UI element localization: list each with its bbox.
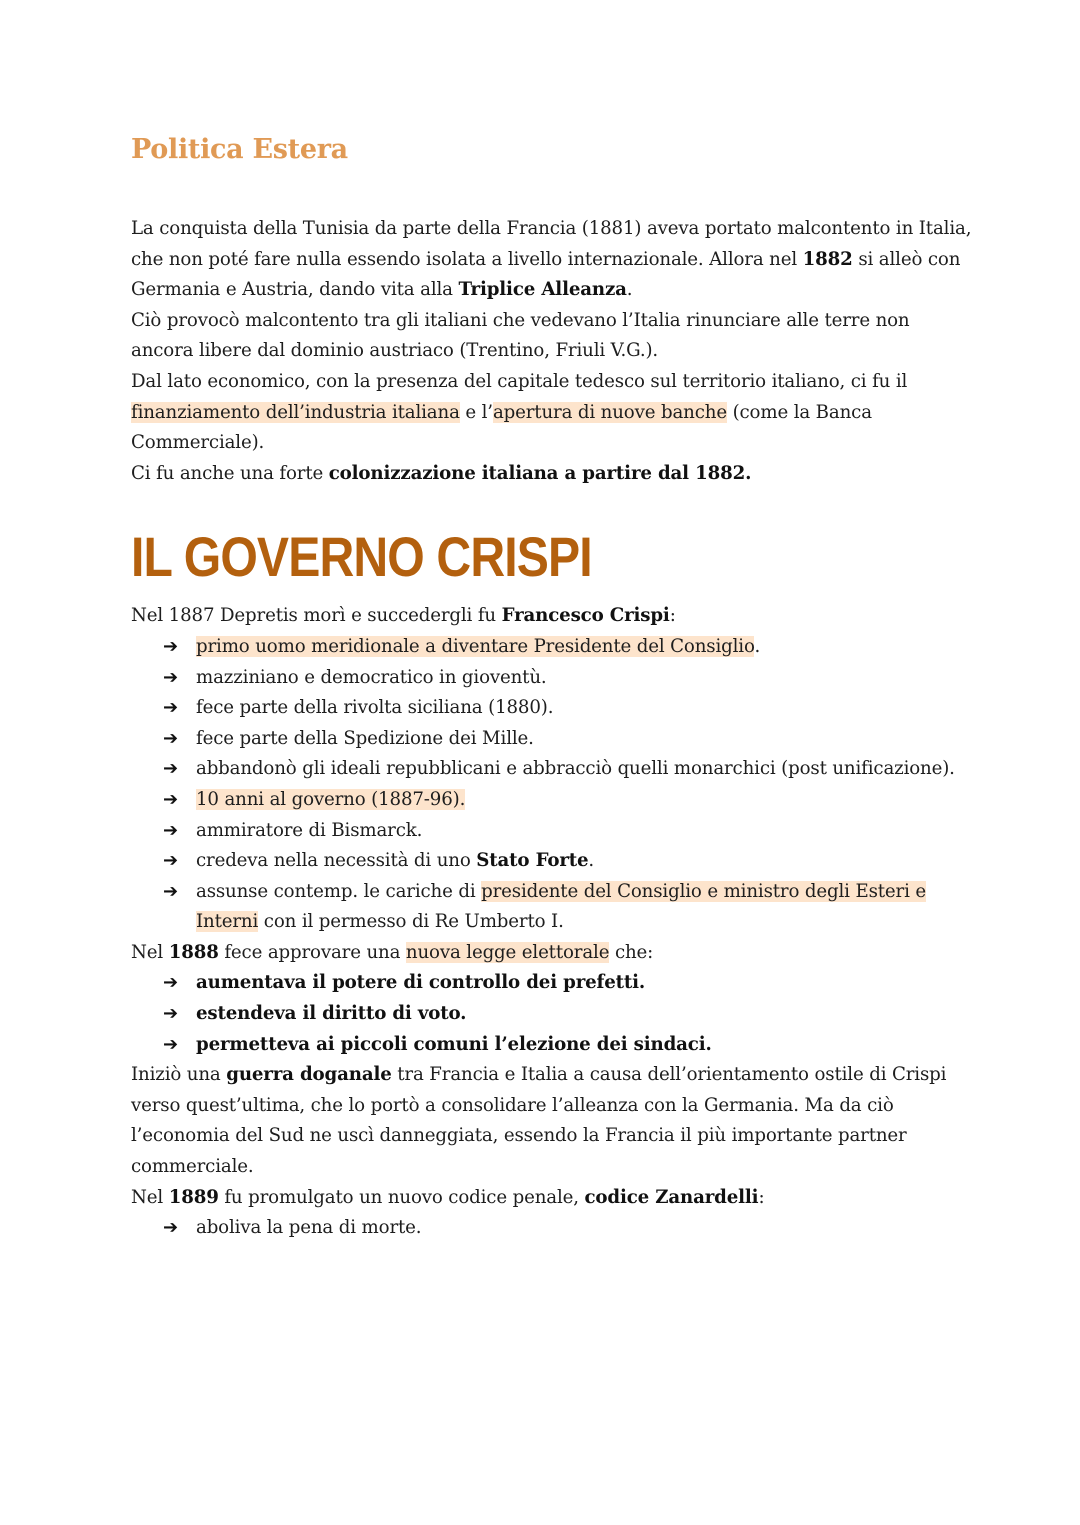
list-item — [131, 877, 961, 908]
text-run: . — [588, 850, 595, 872]
list-item — [131, 754, 961, 785]
text-run: fece parte della Spedizione dei Mille. — [196, 727, 534, 749]
text-line — [131, 1152, 961, 1183]
text-run: si alleò con — [852, 248, 961, 270]
text-run: che non poté fare nulla essendo isolata a livello internazionale. Allora nel — [131, 248, 803, 270]
section-heading-politica-estera: Politica Estera — [131, 134, 348, 165]
bold-text: estendeva il diritto di voto. — [196, 1003, 467, 1025]
highlighted-text: primo uomo meridionale a diventare Presidente del Consiglio — [196, 635, 755, 657]
list-item — [131, 1030, 961, 1061]
text-run: mazziniano e democratico in gioventù. — [196, 666, 547, 688]
text-run: l’economia del Sud ne uscì danneggiata, essendo la Francia il più importante partner — [131, 1125, 907, 1147]
bold-text: colonizzazione italiana a partire dal 1882. — [328, 462, 752, 484]
text-run: (come la Banca — [726, 401, 872, 423]
text-line — [131, 306, 961, 337]
text-line — [131, 275, 961, 306]
text-run: che: — [609, 941, 654, 963]
text-run: commerciale. — [131, 1156, 254, 1178]
bold-text: codice Zanardelli — [584, 1186, 759, 1208]
text-line — [131, 214, 972, 245]
arrow-bullet-icon: ➔ — [163, 880, 178, 902]
list-item — [131, 724, 961, 755]
text-run: Dal lato economico, con la presenza del capitale tedesco sul territorio italiano, ci fu il — [131, 370, 908, 392]
text-run: abbandonò gli ideali repubblicani e abbracciò quelli monarchici (post unificazione). — [196, 758, 955, 780]
arrow-bullet-icon: ➔ — [163, 1003, 178, 1025]
arrow-bullet-icon: ➔ — [163, 727, 178, 749]
list-item — [131, 632, 961, 663]
bold-text: 1882 — [802, 248, 853, 270]
text-line — [131, 938, 961, 969]
text-run: fece approvare una — [218, 941, 406, 963]
arrow-bullet-icon: ➔ — [163, 758, 178, 780]
text-run: e l’ — [459, 401, 493, 423]
list-item — [131, 968, 961, 999]
list-item — [131, 693, 961, 724]
arrow-bullet-icon: ➔ — [163, 972, 178, 994]
text-line — [131, 1121, 961, 1152]
text-run: La conquista della Tunisia da parte della Francia (1881) aveva portato malcontento in Italia, — [131, 218, 972, 239]
text-run: tra Francia e Italia a causa dell’orientamento ostile di Crispi — [391, 1064, 947, 1086]
arrow-bullet-icon: ➔ — [163, 788, 178, 810]
text-run: ammiratore di Bismarck. — [196, 819, 423, 841]
text-run: Ci fu anche una forte — [131, 462, 329, 484]
bold-text: 1889 — [168, 1186, 219, 1208]
governo-crispi-body — [131, 601, 961, 1243]
text-run: fu promulgato un nuovo codice penale, — [218, 1186, 585, 1208]
text-line — [131, 459, 961, 490]
highlighted-text: finanziamento dell’industria italiana — [131, 401, 460, 423]
text-line — [131, 398, 961, 429]
list-item — [131, 816, 961, 847]
list-item — [131, 846, 961, 877]
text-run: Nel — [131, 1186, 169, 1208]
text-run: : — [758, 1186, 765, 1208]
text-line — [131, 367, 961, 398]
bold-text: permetteva ai piccoli comuni l’elezione dei sindaci. — [196, 1033, 712, 1055]
text-line — [131, 245, 961, 276]
text-run: aboliva la pena di morte. — [196, 1217, 422, 1239]
bold-text: 1888 — [168, 941, 219, 963]
text-run: : — [669, 605, 676, 627]
text-line — [131, 1091, 961, 1122]
text-line — [131, 1060, 961, 1091]
bold-text: Stato Forte — [476, 850, 589, 872]
text-run: con il permesso di Re Umberto I. — [258, 911, 564, 933]
arrow-bullet-icon: ➔ — [163, 850, 178, 872]
arrow-bullet-icon: ➔ — [163, 697, 178, 719]
arrow-bullet-icon: ➔ — [163, 1217, 178, 1239]
text-run: Commerciale). — [131, 432, 265, 454]
text-line — [131, 1183, 961, 1214]
highlighted-text: Interni — [196, 911, 259, 933]
highlighted-text: 10 anni al governo (1887-96). — [196, 788, 466, 810]
arrow-bullet-icon: ➔ — [163, 635, 178, 657]
list-item — [131, 999, 961, 1030]
text-run: . — [754, 635, 761, 657]
bold-text: aumentava il potere di controllo dei prefetti. — [196, 972, 646, 994]
list-item — [131, 1213, 961, 1244]
list-item — [131, 785, 961, 816]
text-line — [131, 428, 961, 459]
bold-text: Francesco Crispi — [501, 605, 670, 627]
text-run: Germania e Austria, dando vita alla — [131, 279, 459, 301]
arrow-bullet-icon: ➔ — [163, 666, 178, 688]
text-line — [131, 601, 961, 632]
bold-text: guerra doganale — [226, 1064, 392, 1086]
text-run: Iniziò una — [131, 1064, 227, 1086]
text-line — [131, 336, 961, 367]
arrow-bullet-icon: ➔ — [163, 1033, 178, 1055]
text-run: ancora libere dal dominio austriaco (Trentino, Friuli V.G.). — [131, 340, 659, 362]
list-item — [131, 663, 961, 694]
text-run: . — [626, 279, 633, 301]
highlighted-text: nuova legge elettorale — [405, 941, 610, 963]
text-run: verso quest’ultima, che lo portò a consolidare l’alleanza con la Germania. Ma da ciò — [131, 1094, 894, 1116]
highlighted-text: apertura di nuove banche — [492, 401, 727, 423]
text-run: credeva nella necessità di uno — [196, 850, 477, 872]
text-run: fece parte della rivolta siciliana (1880). — [196, 697, 554, 719]
text-run: assunse contemp. le cariche di — [196, 880, 482, 902]
main-title-governo-crispi: IL GOVERNO CRISPI — [131, 525, 592, 589]
text-run: Nel — [131, 941, 169, 963]
text-run: Ciò provocò malcontento tra gli italiani che vedevano l’Italia rinunciare alle terre non — [131, 309, 910, 331]
bold-text: Triplice Alleanza — [458, 279, 627, 301]
document-page — [131, 128, 972, 1244]
highlighted-text: presidente del Consiglio e ministro degli Esteri e — [481, 880, 926, 902]
list-item-continuation — [131, 907, 961, 938]
arrow-bullet-icon: ➔ — [163, 819, 178, 841]
text-run: Nel 1887 Depretis morì e succedergli fu — [131, 605, 502, 627]
paragraph-politica-estera — [131, 214, 972, 489]
